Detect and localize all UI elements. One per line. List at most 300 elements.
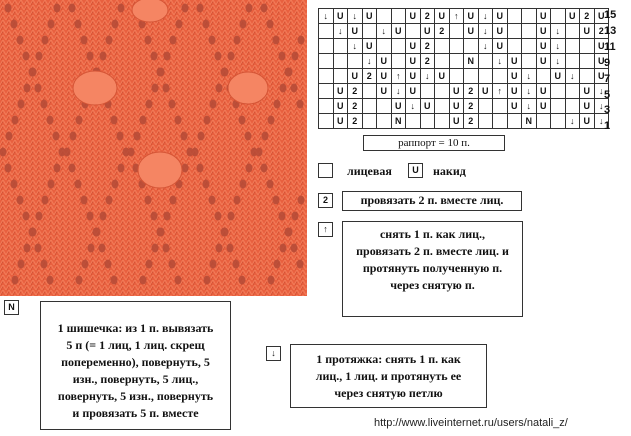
lace-hole bbox=[215, 212, 222, 221]
lace-hole bbox=[228, 212, 235, 221]
lace-hole bbox=[192, 148, 199, 157]
lace-hole bbox=[117, 132, 124, 141]
chart-cell: 2 bbox=[420, 39, 435, 54]
chart-cell bbox=[493, 69, 508, 84]
chart-cell: ↑ bbox=[493, 84, 508, 99]
lace-hole bbox=[298, 36, 305, 45]
lace-hole bbox=[23, 212, 30, 221]
chart-cell: U bbox=[406, 84, 421, 99]
yarn-over-label: накид bbox=[433, 164, 466, 178]
lace-hole bbox=[41, 100, 48, 109]
bobble-line: повернуть, 5 изн., повернуть bbox=[57, 389, 214, 403]
chart-cell: 2 bbox=[594, 24, 609, 39]
row-number: 9 bbox=[604, 56, 611, 69]
lace-hole bbox=[274, 260, 281, 269]
chart-cell: ↓ bbox=[391, 84, 406, 99]
chart-cell: U bbox=[580, 114, 595, 129]
chart-cell: U bbox=[333, 9, 348, 24]
lace-hole bbox=[228, 52, 235, 61]
chart-cell: ↓ bbox=[348, 39, 363, 54]
knitting-chart-grid bbox=[318, 8, 609, 129]
chart-cell: U bbox=[348, 24, 363, 39]
chart-cell: U bbox=[435, 9, 450, 24]
lace-hole bbox=[6, 132, 13, 141]
chart-cell: U bbox=[406, 9, 421, 24]
lace-hole bbox=[204, 116, 211, 125]
chart-cell: 2 bbox=[420, 9, 435, 24]
chart-cell bbox=[377, 114, 392, 129]
chart-cell bbox=[478, 54, 493, 69]
lace-hole bbox=[100, 212, 107, 221]
chart-cell bbox=[551, 84, 566, 99]
lace-hole bbox=[280, 84, 287, 93]
chart-cell: 2 bbox=[348, 99, 363, 114]
chart-cell: U bbox=[420, 24, 435, 39]
lace-hole bbox=[197, 164, 204, 173]
lace-hole bbox=[145, 196, 152, 205]
lace-hole bbox=[291, 84, 298, 93]
chart-cell: U bbox=[435, 69, 450, 84]
chart-cell bbox=[464, 39, 479, 54]
lace-hole bbox=[210, 260, 217, 269]
chart-cell: U bbox=[333, 84, 348, 99]
chart-cell: ↓ bbox=[319, 9, 334, 24]
lace-hole bbox=[47, 116, 54, 125]
chart-cell bbox=[391, 9, 406, 24]
lace-hole bbox=[87, 212, 94, 221]
pull-line: через снятую петлю bbox=[334, 386, 443, 400]
lace-hole bbox=[268, 116, 275, 125]
lace-hole bbox=[99, 244, 106, 253]
lace-hole bbox=[176, 20, 183, 29]
chart-cell bbox=[580, 54, 595, 69]
chart-row bbox=[319, 84, 609, 99]
chart-cell bbox=[435, 84, 450, 99]
lace-hole bbox=[175, 116, 182, 125]
lace-hole bbox=[64, 148, 71, 157]
lace-hole bbox=[81, 196, 88, 205]
chart-cell: ↑ bbox=[449, 9, 464, 24]
chart-cell bbox=[507, 39, 522, 54]
lace-hole bbox=[24, 84, 31, 93]
lace-hole bbox=[216, 244, 223, 253]
lace-hole bbox=[23, 52, 30, 61]
chart-cell: U bbox=[377, 84, 392, 99]
chart-cell bbox=[406, 24, 421, 39]
chart-cell: N bbox=[391, 114, 406, 129]
chart-cell bbox=[377, 9, 392, 24]
lace-hole bbox=[203, 20, 210, 29]
chart-cell: 2 bbox=[348, 84, 363, 99]
chart-cell: ↓ bbox=[493, 54, 508, 69]
chart-cell: ↓ bbox=[551, 39, 566, 54]
lace-hole bbox=[197, 4, 204, 13]
lace-hole bbox=[256, 148, 263, 157]
lace-hole bbox=[111, 116, 118, 125]
lace-hole bbox=[222, 228, 229, 237]
lace-hole bbox=[246, 164, 253, 173]
lace-hole bbox=[76, 276, 83, 285]
lace-hole bbox=[42, 36, 49, 45]
lace-hole bbox=[140, 276, 147, 285]
chart-cell: U bbox=[391, 99, 406, 114]
lace-hole bbox=[17, 36, 24, 45]
lace-hole bbox=[222, 68, 229, 77]
lace-hole bbox=[69, 4, 76, 13]
chart-cell bbox=[493, 114, 508, 129]
chart-cell bbox=[406, 114, 421, 129]
lace-hole bbox=[286, 68, 293, 77]
lace-hole bbox=[245, 132, 252, 141]
chart-cell: ↓ bbox=[478, 9, 493, 24]
chart-cell bbox=[507, 24, 522, 39]
lace-hole bbox=[54, 4, 61, 13]
chart-cell: 2 bbox=[362, 69, 377, 84]
chart-cell: U bbox=[449, 114, 464, 129]
lace-hole bbox=[87, 52, 94, 61]
lace-hole bbox=[42, 196, 49, 205]
chart-cell: 2 bbox=[464, 84, 479, 99]
lace-hole bbox=[151, 212, 158, 221]
lace-hole bbox=[203, 180, 210, 189]
chart-cell bbox=[319, 114, 334, 129]
chart-cell: U bbox=[493, 24, 508, 39]
lace-hole bbox=[12, 276, 19, 285]
chart-cell bbox=[362, 84, 377, 99]
lace-hole bbox=[24, 244, 31, 253]
lace-hole bbox=[240, 20, 247, 29]
bobble-symbol: N bbox=[4, 300, 19, 315]
lace-hole bbox=[210, 100, 217, 109]
lace-hole bbox=[35, 244, 42, 253]
chart-cell: 2 bbox=[348, 114, 363, 129]
chart-row bbox=[319, 99, 609, 114]
chart-cell bbox=[551, 114, 566, 129]
chart-cell bbox=[580, 69, 595, 84]
lace-hole bbox=[111, 276, 118, 285]
lace-hole bbox=[280, 244, 287, 253]
lace-hole bbox=[158, 228, 165, 237]
lace-hole bbox=[262, 132, 269, 141]
lace-hole bbox=[82, 260, 89, 269]
chart-cell: U bbox=[333, 114, 348, 129]
lace-hole bbox=[246, 4, 253, 13]
lace-hole bbox=[267, 20, 274, 29]
lace-hole bbox=[100, 52, 107, 61]
lace-hole bbox=[106, 196, 113, 205]
chart-cell: ↑ bbox=[391, 69, 406, 84]
chart-cell bbox=[565, 24, 580, 39]
lace-hole bbox=[182, 164, 189, 173]
chart-cell bbox=[319, 24, 334, 39]
chart-cell: ↓ bbox=[594, 99, 609, 114]
chart-cell: ↓ bbox=[565, 114, 580, 129]
chart-cell: ↓ bbox=[522, 99, 537, 114]
lace-hole bbox=[105, 260, 112, 269]
chart-cell bbox=[348, 54, 363, 69]
chart-cell: U bbox=[507, 84, 522, 99]
lace-hole bbox=[240, 180, 247, 189]
lace-hole bbox=[30, 68, 37, 77]
lace-hole bbox=[94, 228, 101, 237]
skp-description bbox=[342, 221, 523, 317]
chart-cell: ↓ bbox=[551, 54, 566, 69]
chart-cell: U bbox=[594, 54, 609, 69]
lace-hole bbox=[18, 260, 25, 269]
lace-hole bbox=[291, 244, 298, 253]
chart-cell: U bbox=[594, 39, 609, 54]
chart-row bbox=[319, 114, 609, 129]
chart-cell: U bbox=[580, 99, 595, 114]
bobble-line: попеременно), повернуть, 5 bbox=[61, 355, 210, 369]
chart-cell bbox=[507, 9, 522, 24]
lace-hole bbox=[18, 100, 25, 109]
lace-hole bbox=[112, 180, 119, 189]
chart-cell bbox=[478, 69, 493, 84]
chart-cell: U bbox=[449, 99, 464, 114]
chart-cell: U bbox=[565, 9, 580, 24]
lace-hole bbox=[81, 36, 88, 45]
chart-cell bbox=[565, 84, 580, 99]
chart-cell: U bbox=[536, 99, 551, 114]
lace-hole bbox=[118, 4, 125, 13]
chart-cell: U bbox=[551, 69, 566, 84]
lace-hole bbox=[233, 260, 240, 269]
lace-hole bbox=[11, 20, 18, 29]
chart-cell bbox=[435, 39, 450, 54]
lace-hole bbox=[297, 100, 304, 109]
chart-cell bbox=[478, 114, 493, 129]
knit-symbol bbox=[318, 163, 333, 178]
chart-cell: U bbox=[580, 24, 595, 39]
lace-hole bbox=[12, 116, 19, 125]
chart-cell bbox=[565, 99, 580, 114]
row-number: 3 bbox=[604, 104, 611, 117]
chart-cell: U bbox=[536, 9, 551, 24]
lace-hole bbox=[70, 132, 77, 141]
chart-cell: U bbox=[464, 24, 479, 39]
chart-cell: 2 bbox=[435, 24, 450, 39]
chart-cell: 2 bbox=[420, 54, 435, 69]
knit-label: лицевая bbox=[347, 164, 392, 178]
lace-hole bbox=[216, 84, 223, 93]
chart-cell: U bbox=[536, 54, 551, 69]
pull-line: лиц., 1 лиц. и протянуть ее bbox=[315, 369, 462, 383]
chart-cell bbox=[319, 39, 334, 54]
chart-cell bbox=[522, 24, 537, 39]
lace-hole bbox=[292, 212, 299, 221]
lace-hole bbox=[47, 276, 54, 285]
chart-cell: U bbox=[333, 99, 348, 114]
chart-cell bbox=[435, 54, 450, 69]
lace-hole bbox=[239, 116, 246, 125]
lace-hole bbox=[175, 276, 182, 285]
chart-cell: ↓ bbox=[348, 9, 363, 24]
lace-hole bbox=[88, 244, 95, 253]
chart-cell: U bbox=[507, 54, 522, 69]
lace-hole bbox=[170, 36, 177, 45]
chart-cell bbox=[333, 69, 348, 84]
lace-hole bbox=[11, 180, 18, 189]
lace-hole bbox=[292, 52, 299, 61]
chart-cell bbox=[522, 9, 537, 24]
chart-cell: U bbox=[464, 9, 479, 24]
chart-cell bbox=[522, 39, 537, 54]
lace-hole bbox=[76, 116, 83, 125]
lace-hole bbox=[69, 164, 76, 173]
lace-hole bbox=[158, 68, 165, 77]
lace-hole bbox=[181, 132, 188, 141]
lace-hole bbox=[54, 164, 61, 173]
chart-cell bbox=[435, 114, 450, 129]
chart-cell bbox=[449, 24, 464, 39]
lace-hole bbox=[140, 116, 147, 125]
chart-cell bbox=[565, 39, 580, 54]
chart-cell: U bbox=[493, 39, 508, 54]
chart-cell: U bbox=[536, 24, 551, 39]
chart-cell: U bbox=[420, 99, 435, 114]
lace-hole bbox=[134, 132, 141, 141]
chart-cell: ↓ bbox=[377, 24, 392, 39]
lace-hole bbox=[234, 36, 241, 45]
arrow-up-icon: ↑ bbox=[318, 222, 333, 237]
chart-cell bbox=[464, 69, 479, 84]
chart-cell bbox=[449, 69, 464, 84]
lace-hole bbox=[53, 132, 60, 141]
chart-cell bbox=[478, 99, 493, 114]
watermark-url: http://www.liveinternet.ru/users/natali_z/ bbox=[374, 417, 568, 429]
lace-hole bbox=[75, 20, 82, 29]
chart-cell bbox=[507, 114, 522, 129]
lace-hole bbox=[297, 260, 304, 269]
chart-cell bbox=[522, 54, 537, 69]
chart-cell bbox=[333, 54, 348, 69]
chart-cell bbox=[319, 99, 334, 114]
chart-cell bbox=[391, 39, 406, 54]
chart-cell: ↓ bbox=[594, 114, 609, 129]
lace-hole bbox=[164, 52, 171, 61]
chart-cell bbox=[377, 99, 392, 114]
chart-cell bbox=[319, 69, 334, 84]
chart-cell: U bbox=[536, 84, 551, 99]
lace-hole bbox=[239, 276, 246, 285]
skp-line: протянуть полученную п. bbox=[362, 261, 503, 275]
lace-hole bbox=[146, 260, 153, 269]
chart-cell: U bbox=[580, 84, 595, 99]
row-number: 15 bbox=[604, 9, 617, 21]
rapport-label: раппорт = 10 п. bbox=[363, 135, 505, 151]
chart-cell bbox=[551, 9, 566, 24]
lace-hole bbox=[163, 84, 170, 93]
k2tog-label: провязать 2 п. вместе лиц. bbox=[342, 191, 522, 211]
lace-hole bbox=[279, 212, 286, 221]
chart-cell: ↓ bbox=[565, 69, 580, 84]
skp-line: снять 1 п. как лиц., bbox=[379, 227, 486, 241]
chart-cell: ↓ bbox=[478, 24, 493, 39]
lace-hole bbox=[209, 196, 216, 205]
lace-hole bbox=[41, 260, 48, 269]
lace-hole bbox=[152, 244, 159, 253]
lace-hole bbox=[151, 52, 158, 61]
row-number: 11 bbox=[604, 40, 616, 53]
lace-hole bbox=[215, 52, 222, 61]
lace-hole bbox=[298, 196, 305, 205]
lace-hole bbox=[182, 4, 189, 13]
lace-hole bbox=[261, 4, 268, 13]
row-number: 1 bbox=[604, 120, 611, 133]
chart-cell: U bbox=[406, 69, 421, 84]
lace-hole bbox=[227, 244, 234, 253]
chart-row bbox=[319, 39, 609, 54]
lace-hole bbox=[75, 180, 82, 189]
lace-hole bbox=[112, 20, 119, 29]
bobble-line: изн., повернуть, 5 лиц., bbox=[72, 372, 199, 386]
chart-cell: ↓ bbox=[522, 69, 537, 84]
bobble-line: 1 шишечка: из 1 п. вывязать bbox=[57, 321, 214, 335]
chart-row bbox=[319, 54, 609, 69]
chart-cell: U bbox=[406, 54, 421, 69]
lace-hole bbox=[128, 148, 135, 157]
lace-hole bbox=[106, 36, 113, 45]
chart-cell: 2 bbox=[464, 99, 479, 114]
lace-hole bbox=[48, 20, 55, 29]
chart-cell: U bbox=[362, 39, 377, 54]
chart-cell bbox=[377, 39, 392, 54]
chart-cell: U bbox=[362, 9, 377, 24]
lace-hole bbox=[209, 36, 216, 45]
knitted-swatch-photo bbox=[0, 0, 307, 296]
chart-cell: ↓ bbox=[333, 24, 348, 39]
chart-cell bbox=[449, 54, 464, 69]
chart-cell bbox=[580, 39, 595, 54]
chart-cell bbox=[449, 39, 464, 54]
chart-cell: 2 bbox=[580, 9, 595, 24]
chart-cell: U bbox=[594, 69, 609, 84]
lace-hole bbox=[164, 212, 171, 221]
chart-cell: ↓ bbox=[551, 24, 566, 39]
chart-cell: U bbox=[377, 54, 392, 69]
chart-row bbox=[319, 69, 609, 84]
chart-cell: ↓ bbox=[594, 84, 609, 99]
lace-hole bbox=[163, 244, 170, 253]
chart-cell: ↓ bbox=[478, 39, 493, 54]
pull-line: 1 протяжка: снять 1 п. как bbox=[316, 352, 461, 366]
row-number: 5 bbox=[604, 88, 611, 101]
chart-cell bbox=[551, 99, 566, 114]
chart-cell bbox=[319, 84, 334, 99]
chart-cell bbox=[319, 54, 334, 69]
skp-line: через снятую п. bbox=[390, 278, 475, 292]
lace-hole bbox=[145, 36, 152, 45]
chart-cell: U bbox=[377, 69, 392, 84]
lace-hole bbox=[198, 132, 205, 141]
lace-hole bbox=[36, 52, 43, 61]
chart-cell: U bbox=[348, 69, 363, 84]
lace-hole bbox=[268, 276, 275, 285]
lace-hole bbox=[35, 84, 42, 93]
chart-cell: U bbox=[507, 69, 522, 84]
lace-hole bbox=[36, 212, 43, 221]
lace-hole bbox=[5, 4, 12, 13]
k2tog-symbol: 2 bbox=[318, 193, 333, 208]
lace-hole bbox=[234, 196, 241, 205]
chart-cell: 2 bbox=[464, 114, 479, 129]
bobble-line: 5 п (= 1 лиц, 1 лиц. скрещ bbox=[66, 338, 205, 352]
lace-hole bbox=[152, 84, 159, 93]
chart-cell: N bbox=[464, 54, 479, 69]
chart-cell: ↓ bbox=[362, 54, 377, 69]
bobble-description bbox=[40, 301, 231, 430]
